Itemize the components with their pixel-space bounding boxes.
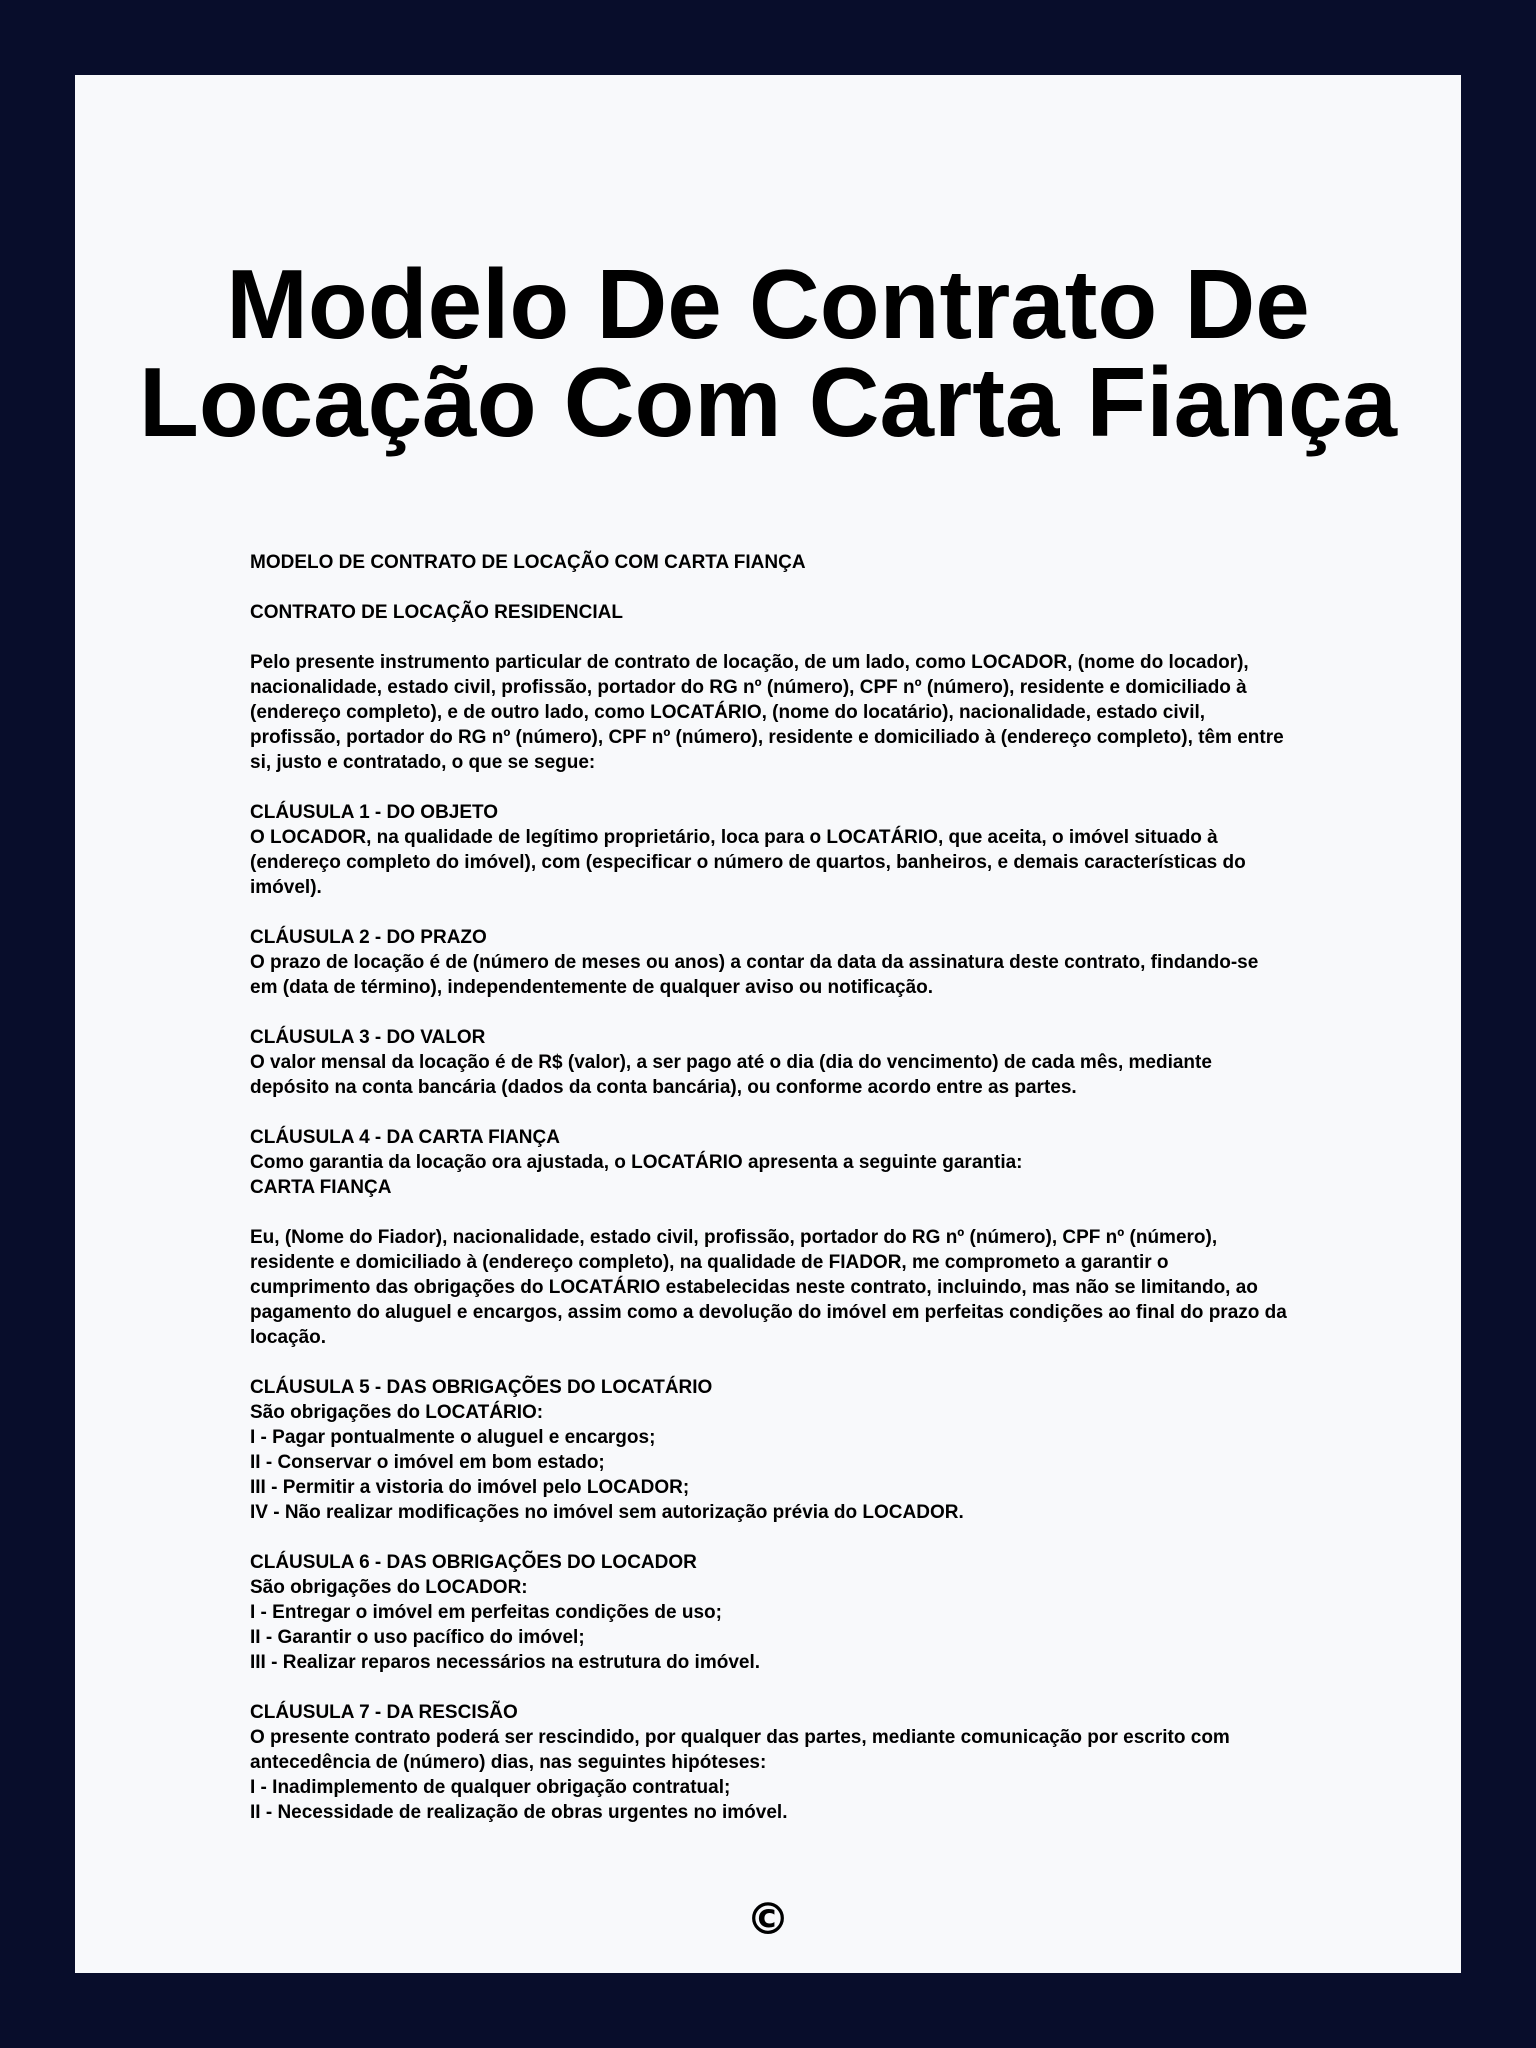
clause-6-item: II - Garantir o uso pacífico do imóvel;	[250, 1627, 585, 1648]
clause-1	[250, 800, 1290, 900]
clause-2-title: CLÁUSULA 2 - DO PRAZO	[250, 927, 487, 948]
document-page	[75, 75, 1461, 1973]
clause-3-title: CLÁUSULA 3 - DO VALOR	[250, 1027, 486, 1048]
clause-6-intro: São obrigações do LOCADOR:	[250, 1577, 528, 1598]
clause-3-text: O valor mensal da locação é de R$ (valor), a ser pago até o dia (dia do vencimento) de cada mês, mediante depósito na conta bancária (dados da conta bancária), ou conforme acordo entre as partes.	[250, 1052, 1212, 1098]
clause-7-item: II - Necessidade de realização de obras urgentes no imóvel.	[250, 1802, 788, 1823]
clause-6	[250, 1550, 1290, 1675]
clause-7-title: CLÁUSULA 7 - DA RESCISÃO	[250, 1702, 518, 1723]
heading-sub: CONTRATO DE LOCAÇÃO RESIDENCIAL	[250, 602, 623, 623]
clause-5-item: I - Pagar pontualmente o aluguel e encargos;	[250, 1427, 656, 1448]
clause-4-text: Como garantia da locação ora ajustada, o LOCATÁRIO apresenta a seguinte garantia:	[250, 1152, 1023, 1173]
intro-paragraph: Pelo presente instrumento particular de contrato de locação, de um lado, como LOCADOR, (nome do locador), nacionalidade, estado civil, profissão, portador do RG nº (número), CPF nº (número), residente e domiciliado à (endereço completo), e de outro lado, como LOCATÁRIO, (nome do locatário), nacionalidade, estado civil, profissão, portador do RG nº (número), CPF nº (número), residente e domiciliado à (endereço completo), têm entre si, justo e contratado, o que se segue:	[250, 652, 1284, 773]
guarantor-paragraph: Eu, (Nome do Fiador), nacionalidade, estado civil, profissão, portador do RG nº (número), CPF nº (número), residente e domiciliado à (endereço completo), na qualidade de FIADOR, me comprometo a garantir o cumprimento das obrigações do LOCATÁRIO estabelecidas neste contrato, incluindo, mas não se limitando, ao pagamento do aluguel e encargos, assim como a devolução do imóvel em perfeitas condições ao final do prazo da locação.	[250, 1227, 1287, 1348]
clause-6-item: III - Realizar reparos necessários na estrutura do imóvel.	[250, 1652, 761, 1673]
clause-4-sub: CARTA FIANÇA	[250, 1177, 392, 1198]
clause-5-title: CLÁUSULA 5 - DAS OBRIGAÇÕES DO LOCATÁRIO	[250, 1377, 713, 1398]
clause-7	[250, 1700, 1290, 1825]
clause-5-item: II - Conservar o imóvel em bom estado;	[250, 1452, 605, 1473]
title-line-1: Modelo De Contrato De	[226, 249, 1310, 359]
clause-5-item: IV - Não realizar modificações no imóvel sem autorização prévia do LOCADOR.	[250, 1502, 964, 1523]
clause-2-text: O prazo de locação é de (número de meses ou anos) a contar da data da assinatura deste contrato, findando-se em (data de término), independentemente de qualquer aviso ou notificação.	[250, 952, 1259, 998]
clause-2	[250, 925, 1290, 1000]
clause-3	[250, 1025, 1290, 1100]
heading-main: MODELO DE CONTRATO DE LOCAÇÃO COM CARTA FIANÇA	[250, 552, 806, 573]
contract-body	[250, 550, 1290, 1850]
clause-7-text: O presente contrato poderá ser rescindido, por qualquer das partes, mediante comunicação por escrito com antecedência de (número) dias, nas seguintes hipóteses:	[250, 1727, 1230, 1773]
clause-1-title: CLÁUSULA 1 - DO OBJETO	[250, 802, 499, 823]
clause-4-title: CLÁUSULA 4 - DA CARTA FIANÇA	[250, 1127, 560, 1148]
title-line-2: Locação Com Carta Fiança	[138, 347, 1398, 457]
clause-5-intro: São obrigações do LOCATÁRIO:	[250, 1402, 544, 1423]
clause-7-item: I - Inadimplemento de qualquer obrigação contratual;	[250, 1777, 731, 1798]
page-title	[75, 249, 1461, 457]
clause-5	[250, 1375, 1290, 1525]
clause-5-item: III - Permitir a vistoria do imóvel pelo LOCADOR;	[250, 1477, 690, 1498]
clause-4	[250, 1125, 1290, 1200]
copyright-icon: ©	[746, 1894, 790, 1945]
clause-6-item: I - Entregar o imóvel em perfeitas condições de uso;	[250, 1602, 722, 1623]
clause-6-title: CLÁUSULA 6 - DAS OBRIGAÇÕES DO LOCADOR	[250, 1552, 697, 1573]
clause-1-text: O LOCADOR, na qualidade de legítimo proprietário, loca para o LOCATÁRIO, que aceita, o imóvel situado à (endereço completo do imóvel), com (especificar o número de quartos, banheiros, e demais características do imóvel).	[250, 827, 1246, 898]
